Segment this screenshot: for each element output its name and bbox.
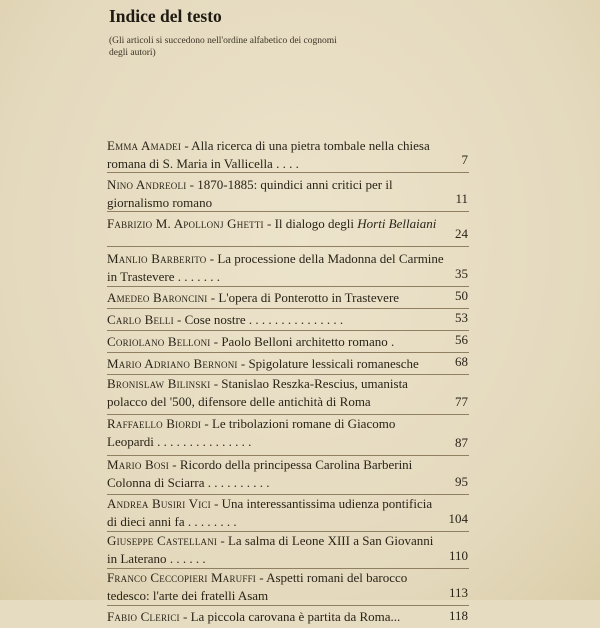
entry-page-number: 87: [455, 435, 468, 450]
entry-page-number: 53: [455, 310, 468, 325]
entry-title: - La salma di Leone XIII a San Giovanni in Laterano: [107, 533, 434, 566]
toc-entry: [107, 331, 469, 353]
toc-entry: [107, 495, 469, 532]
entry-author: Mario Adriano Bernoni: [107, 356, 238, 371]
dot-leader: . . . . . . .: [174, 269, 221, 284]
entry-author: Raffaello Biordi: [107, 416, 202, 431]
dot-leader: . . . . . . . . . .: [204, 475, 270, 490]
toc-entry: [107, 415, 469, 456]
page-title: Indice del testo: [109, 6, 222, 26]
entry-page-number: 110: [448, 548, 468, 563]
entry-page-number: 7: [461, 152, 468, 167]
ordering-note: (Gli articoli si succedono nell'ordine alfabetico dei cognomi degli autori): [109, 36, 337, 58]
entry-page-number: 35: [455, 266, 468, 281]
dot-leader: . . . . . . . . . . . . . . .: [153, 434, 252, 449]
entry-page-number: 104: [448, 511, 468, 526]
entry-page-number: 77: [455, 394, 468, 409]
entry-author: Andrea Busiri Vici: [107, 496, 211, 511]
toc-entry: [107, 309, 469, 331]
entry-title: - Ricordo della principessa Carolina Barberini Colonna di Sciarra: [107, 457, 413, 490]
toc-entry: [107, 375, 469, 415]
entry-author: Bronislaw Bilinski: [107, 376, 211, 391]
entry-page-number: 50: [455, 288, 468, 303]
toc-entry: [107, 287, 469, 309]
entry-title: - Paolo Belloni architetto romano: [210, 334, 388, 349]
entry-page-number: 11: [455, 191, 468, 206]
entry-page-number: 68: [455, 354, 468, 369]
entry-title: - Cose nostre: [173, 312, 246, 327]
table-of-contents: [107, 131, 469, 628]
toc-entry: [107, 131, 469, 173]
entry-title: - Alla ricerca di una pietra tombale nella chiesa romana di S. Maria in Vallicella: [107, 138, 430, 171]
toc-entry: [107, 456, 469, 495]
entry-title: - Spigolature lessicali romanesche: [237, 356, 419, 371]
entry-author: Giuseppe Castellani: [107, 533, 218, 548]
entry-author: Amedeo Baroncini: [107, 290, 208, 305]
entry-page-number: 95: [455, 474, 468, 489]
toc-entry: [107, 173, 469, 212]
entry-title: - L'opera di Ponterotto in Trastevere: [207, 290, 400, 305]
toc-entry: [107, 532, 469, 569]
entry-author: Franco Ceccopieri Maruffi: [107, 570, 256, 585]
dot-leader: . . . . . .: [166, 551, 206, 566]
dot-leader: . . . . . . . . . . . . . . .: [245, 312, 344, 327]
toc-entry: [107, 247, 469, 287]
entry-title: - La processione della Madonna del Carmine in Trastevere: [107, 251, 444, 284]
entry-author: Fabrizio M. Apollonj Ghetti: [107, 216, 264, 231]
entry-author: Fabio Clerici: [107, 609, 180, 624]
entry-author: Nino Andreoli: [107, 177, 187, 192]
entry-title: - Una interessantissima udienza pontificia di dieci anni fa: [107, 496, 433, 529]
toc-entry: [107, 353, 469, 375]
entry-title: - Aspetti romani del barocco tedesco: l'arte dei fratelli Asam: [107, 570, 408, 603]
dot-leader: .: [387, 334, 395, 349]
toc-entry: [107, 569, 469, 606]
entry-title: - La piccola carovana è partita da Roma...: [179, 609, 401, 624]
entry-title-italic: Horti Bellaiani: [357, 216, 437, 231]
entry-author: Coriolano Belloni: [107, 334, 211, 349]
entry-author: Mario Bosi: [107, 457, 169, 472]
entry-author: Manlio Barberito: [107, 251, 207, 266]
toc-entry: [107, 606, 469, 628]
entry-page-number: 118: [448, 608, 468, 623]
toc-entry: [107, 212, 469, 247]
entry-author: Carlo Belli: [107, 312, 174, 327]
entry-page-number: 113: [448, 585, 468, 600]
entry-page-number: 56: [455, 332, 468, 347]
entry-title: - 1870-1885: quindici anni critici per il giornalismo romano: [107, 177, 393, 210]
entry-title: - Stanislao Reszka-Rescius, umanista polacco del '500, difensore delle antichità di Roma: [107, 376, 408, 409]
entry-title: - Le tribolazioni romane di Giacomo Leopardi: [107, 416, 396, 449]
entry-page-number: 24: [455, 226, 468, 241]
dot-leader: . . . .: [272, 156, 299, 171]
entry-title: - Il dialogo degli: [263, 216, 358, 231]
entry-author: Emma Amadei: [107, 138, 182, 153]
dot-leader: . . . . . . . .: [184, 514, 237, 529]
